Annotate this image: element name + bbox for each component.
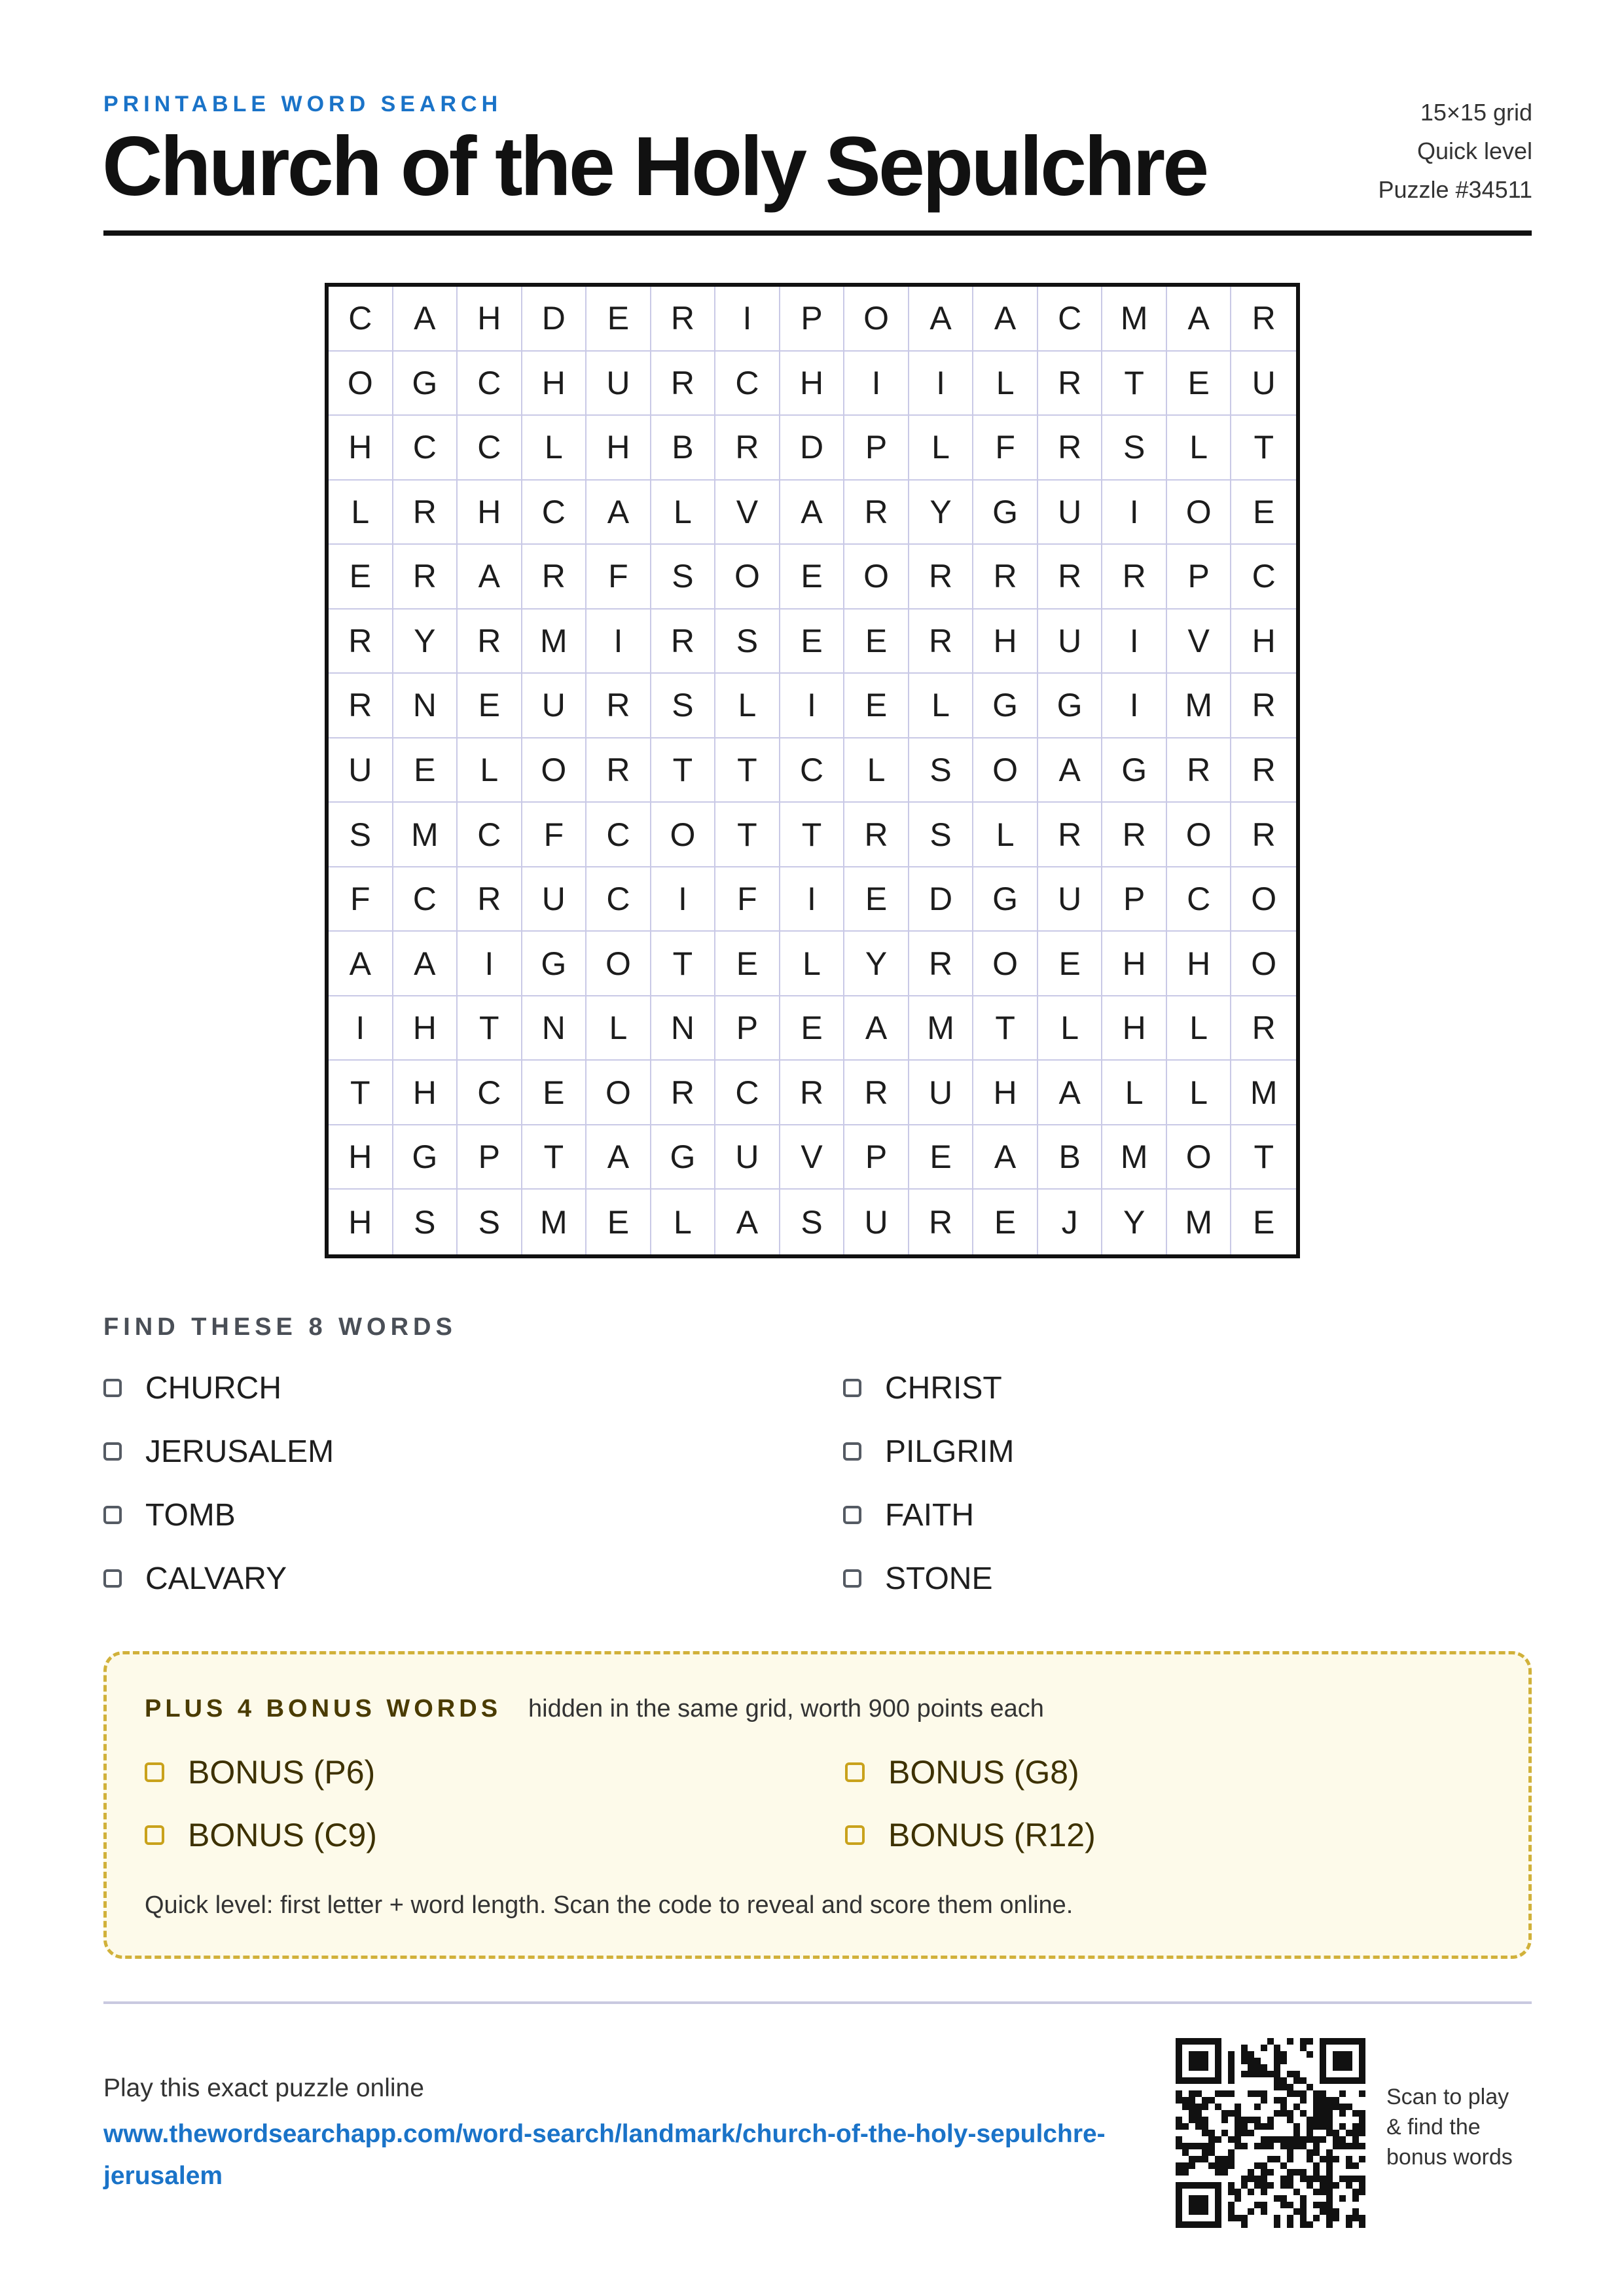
word-list-item[interactable] [103,1368,843,1408]
grid-cell[interactable]: I [844,352,909,416]
grid-cell[interactable]: G [973,481,1038,545]
grid-cell[interactable]: L [909,674,974,738]
grid-cell[interactable]: O [1167,1125,1232,1190]
grid-cell[interactable]: R [844,481,909,545]
bonus-word-item[interactable] [845,1815,1238,1855]
grid-cell[interactable]: T [973,996,1038,1061]
word-list-item[interactable] [843,1495,1532,1535]
grid-cell[interactable]: H [329,1190,393,1254]
grid-cell[interactable]: T [780,803,845,867]
grid-cell[interactable]: N [651,996,716,1061]
bonus-note: Quick level: first letter + word length. Scan the code to reveal and score them online. [145,1891,1074,1919]
grid-cell[interactable]: C [715,352,780,416]
grid-cell[interactable]: T [522,1125,587,1190]
page-title: Church of the Holy Sepulchre [102,120,1207,213]
bonus-subtitle: hidden in the same grid, worth 900 points each [528,1695,1044,1722]
grid-cell[interactable]: H [780,352,845,416]
grid-cell[interactable]: F [715,867,780,932]
grid-cell[interactable]: I [780,867,845,932]
grid-cell[interactable]: A [393,932,458,996]
grid-cell[interactable]: H [329,1125,393,1190]
grid-cell[interactable]: R [973,545,1038,610]
grid-cell[interactable]: L [973,352,1038,416]
word-label: CHURCH [145,1370,281,1406]
grid-cell[interactable]: I [1102,610,1167,674]
grid-cell[interactable]: C [393,416,458,481]
word-list-item[interactable] [103,1559,843,1598]
grid-cell[interactable]: C [458,803,522,867]
grid-cell[interactable]: I [458,932,522,996]
grid-cell[interactable]: D [522,287,587,352]
grid-cell[interactable]: L [715,674,780,738]
grid-cell[interactable]: A [780,481,845,545]
grid-cell[interactable]: D [780,416,845,481]
grid-cell[interactable]: H [393,1061,458,1125]
grid-cell[interactable]: T [1231,1125,1296,1190]
word-list-item[interactable] [843,1432,1532,1471]
grid-cell[interactable]: C [586,803,651,867]
grid-cell[interactable]: L [458,738,522,803]
checkbox-icon[interactable] [145,1762,164,1782]
grid-cell[interactable]: S [715,610,780,674]
grid-cell[interactable]: R [458,610,522,674]
grid-cell[interactable]: R [393,545,458,610]
grid-cell[interactable]: L [651,1190,716,1254]
grid-cell[interactable]: U [329,738,393,803]
grid-cell[interactable]: M [522,1190,587,1254]
grid-cell[interactable]: R [586,674,651,738]
grid-cell[interactable]: C [715,1061,780,1125]
header-divider [103,230,1532,236]
grid-cell[interactable]: V [715,481,780,545]
kicker: PRINTABLE WORD SEARCH [103,92,503,117]
bonus-word-item[interactable] [145,1815,845,1855]
checkbox-icon[interactable] [103,1569,122,1588]
grid-cell[interactable]: P [458,1125,522,1190]
grid-cell[interactable]: S [909,803,974,867]
grid-cell[interactable]: R [1038,545,1103,610]
grid-cell[interactable]: E [1167,352,1232,416]
grid-cell[interactable]: H [393,996,458,1061]
grid-cell[interactable]: A [715,1190,780,1254]
grid-cell[interactable]: J [1038,1190,1103,1254]
grid-cell[interactable]: I [586,610,651,674]
grid-cell[interactable]: H [1102,996,1167,1061]
grid-cell[interactable]: E [844,610,909,674]
grid-cell[interactable]: E [715,932,780,996]
grid-cell[interactable]: R [1102,803,1167,867]
grid-cell[interactable]: E [1038,932,1103,996]
grid-cell[interactable]: C [780,738,845,803]
grid-cell[interactable]: A [458,545,522,610]
grid-cell[interactable]: R [1102,545,1167,610]
grid-cell[interactable]: V [1167,610,1232,674]
grid-cell[interactable]: R [651,287,716,352]
grid-cell[interactable]: E [329,545,393,610]
grid-cell[interactable]: A [1038,1061,1103,1125]
grid-cell[interactable]: L [1167,416,1232,481]
puzzle-number: Puzzle #34511 [1378,176,1532,203]
grid-cell[interactable]: S [651,674,716,738]
grid-cell[interactable]: Y [393,610,458,674]
grid-cell[interactable]: R [393,481,458,545]
grid-cell[interactable]: A [393,287,458,352]
grid-cell[interactable]: T [1102,352,1167,416]
grid-cell[interactable]: H [522,352,587,416]
grid-cell[interactable]: M [522,610,587,674]
grid-cell[interactable]: L [844,738,909,803]
grid-cell[interactable]: A [329,932,393,996]
grid-cell[interactable]: I [1102,674,1167,738]
grid-cell[interactable]: S [909,738,974,803]
grid-cell[interactable]: N [393,674,458,738]
checkbox-icon[interactable] [843,1569,861,1588]
grid-cell[interactable]: R [651,1061,716,1125]
bonus-word-label: BONUS (C9) [188,1817,377,1853]
checkbox-icon[interactable] [843,1379,861,1397]
grid-cell[interactable]: R [909,545,974,610]
checkbox-icon[interactable] [103,1442,122,1461]
scan-line: Scan to play [1386,2085,1509,2109]
grid-cell[interactable]: A [586,1125,651,1190]
word-label: CALVARY [145,1561,287,1596]
grid-cell[interactable]: L [329,481,393,545]
grid-cell[interactable]: H [973,1061,1038,1125]
grid-cell[interactable]: F [522,803,587,867]
grid-cell[interactable]: E [522,1061,587,1125]
grid-cell[interactable]: A [909,287,974,352]
grid-cell[interactable]: E [909,1125,974,1190]
grid-cell[interactable]: R [909,610,974,674]
word-label: CHRIST [885,1370,1002,1406]
grid-cell[interactable]: F [973,416,1038,481]
grid-cell[interactable]: G [651,1125,716,1190]
grid-cell[interactable]: C [458,352,522,416]
checkbox-icon[interactable] [103,1379,122,1397]
grid-cell[interactable]: H [458,287,522,352]
grid-cell[interactable]: E [1253,1203,1275,1241]
grid-cell[interactable]: E [458,674,522,738]
grid-cell[interactable]: I [780,674,845,738]
word-list-item[interactable] [843,1559,1532,1598]
checkbox-icon[interactable] [145,1825,164,1845]
grid-cell[interactable]: T [329,1061,393,1125]
bonus-word-label: BONUS (R12) [888,1817,1096,1853]
word-list-item[interactable] [103,1432,843,1471]
grid-cell[interactable]: C [1167,867,1232,932]
grid-cell[interactable]: B [651,416,716,481]
grid-cell[interactable]: D [909,867,974,932]
grid-cell[interactable]: O [1167,803,1232,867]
grid-cell[interactable]: U [586,352,651,416]
grid-cell[interactable]: C [458,1061,522,1125]
grid-cell[interactable]: R [780,1061,845,1125]
grid-cell[interactable]: E [780,545,845,610]
grid-cell[interactable]: L [909,416,974,481]
grid-cell[interactable]: S [393,1190,458,1254]
word-search-grid[interactable] [325,283,1300,1258]
grid-cell[interactable]: G [1038,674,1103,738]
grid-cell[interactable]: R [1038,416,1103,481]
grid-cell[interactable]: I [329,996,393,1061]
grid-cell[interactable]: R [1038,352,1103,416]
grid-cell[interactable]: T [651,932,716,996]
grid-cell[interactable]: R [1231,803,1296,867]
grid-cell[interactable]: E [844,674,909,738]
bonus-word-label: BONUS (G8) [888,1754,1079,1791]
grid-cell[interactable]: R [844,803,909,867]
grid-cell[interactable]: U [522,867,587,932]
grid-cell[interactable]: R [329,610,393,674]
grid-cell[interactable]: C [586,867,651,932]
grid-cell[interactable]: A [1038,738,1103,803]
grid-cell[interactable]: G [973,674,1038,738]
word-label: JERUSALEM [145,1434,334,1469]
grid-cell[interactable]: R [1231,287,1296,352]
grid-cell[interactable]: S [780,1190,845,1254]
grid-cell[interactable]: R [715,416,780,481]
checkbox-icon[interactable] [845,1762,865,1782]
grid-cell[interactable]: G [1102,738,1167,803]
grid-cell[interactable]: L [780,932,845,996]
bonus-panel [103,1651,1532,1959]
grid-cell[interactable]: O [973,932,1038,996]
grid-cell[interactable]: L [1102,1061,1167,1125]
grid-cell[interactable]: H [973,610,1038,674]
grid-cell[interactable]: O [844,545,909,610]
grid-cell[interactable]: U [909,1061,974,1125]
grid-cell[interactable]: U [1038,867,1103,932]
grid-cell[interactable]: C [458,416,522,481]
grid-cell[interactable]: A [586,481,651,545]
grid-cell[interactable]: M [1167,1190,1232,1254]
scan-instructions [1386,2082,1513,2172]
grid-cell[interactable]: S [651,545,716,610]
find-words-heading: FIND THESE 8 WORDS [103,1313,457,1341]
grid-cell[interactable]: C [393,867,458,932]
grid-cell[interactable]: G [393,352,458,416]
grid-cell[interactable]: U [1038,610,1103,674]
grid-cell[interactable]: R [909,1190,974,1254]
word-label: TOMB [145,1497,236,1533]
bonus-word-list [145,1753,1238,1855]
grid-cell[interactable]: R [458,867,522,932]
word-label: STONE [885,1561,993,1596]
grid-cell[interactable]: M [909,996,974,1061]
grid-cell[interactable]: B [1038,1125,1103,1190]
grid-cell[interactable]: Y [1102,1190,1167,1254]
bonus-word-item[interactable] [145,1753,845,1792]
grid-cell[interactable]: Y [844,932,909,996]
grid-cell[interactable]: E [973,1190,1038,1254]
grid-cell[interactable]: A [973,1125,1038,1190]
qr-code-icon[interactable] [1176,2038,1365,2228]
grid-cell[interactable]: E [586,1190,651,1254]
grid-cell[interactable]: R [651,352,716,416]
checkbox-icon[interactable] [843,1442,861,1461]
grid-cell[interactable]: R [844,1061,909,1125]
grid-cell[interactable]: R [329,674,393,738]
grid-cell[interactable]: V [780,1125,845,1190]
grid-cell[interactable]: O [586,932,651,996]
grid-cell[interactable]: I [651,867,716,932]
bonus-heading: PLUS 4 BONUS WORDS [145,1695,502,1722]
puzzle-meta [1378,93,1532,209]
grid-cell[interactable]: G [973,867,1038,932]
grid-cell[interactable]: C [329,287,393,352]
grid-cell[interactable]: U [1231,352,1296,416]
grid-cell[interactable]: A [973,287,1038,352]
grid-cell[interactable]: U [844,1190,909,1254]
scan-line: & find the [1386,2115,1481,2140]
grid-cell[interactable]: C [1231,545,1296,610]
grid-cell[interactable]: S [329,803,393,867]
grid-cell[interactable]: H [458,481,522,545]
grid-cell[interactable]: O [522,738,587,803]
grid-cell[interactable]: H [586,416,651,481]
grid-cell[interactable]: E [844,867,909,932]
word-list [103,1368,1532,1598]
grid-cell[interactable]: Y [909,481,974,545]
grid-cell[interactable]: L [522,416,587,481]
grid-cell[interactable]: E [586,287,651,352]
bonus-word-label: BONUS (P6) [188,1754,376,1791]
checkbox-icon[interactable] [843,1506,861,1524]
grid-cell[interactable]: O [1231,932,1296,996]
grid-cell[interactable]: P [844,416,909,481]
grid-cell[interactable]: T [715,738,780,803]
grid-cell[interactable]: O [586,1061,651,1125]
grid-cell[interactable]: R [651,610,716,674]
grid-cell[interactable]: M [1102,287,1167,352]
footer-divider [103,2001,1532,2004]
checkbox-icon[interactable] [845,1825,865,1845]
grid-cell[interactable]: M [1167,674,1232,738]
scan-line: bonus words [1386,2145,1513,2170]
grid-cell[interactable]: U [715,1125,780,1190]
grid-cell[interactable]: L [651,481,716,545]
grid-cell[interactable]: R [1231,674,1296,738]
grid-cell[interactable]: M [1231,1061,1296,1125]
grid-cell[interactable]: R [1167,738,1232,803]
grid-cell[interactable]: A [1167,287,1232,352]
grid-cell[interactable]: P [780,287,845,352]
grid-cell[interactable]: H [1231,610,1296,674]
grid-cell[interactable]: G [393,1125,458,1190]
grid-cell[interactable]: I [1102,481,1167,545]
puzzle-url-link[interactable]: www.thewordsearchapp.com/word-search/landmark/church-of-the-holy-sepulchre-jerusalem [103,2120,1106,2190]
grid-cell[interactable]: A [844,996,909,1061]
grid-cell[interactable]: T [1231,416,1296,481]
grid-cell[interactable]: E [780,996,845,1061]
grid-cell[interactable]: H [1102,932,1167,996]
grid-cell[interactable]: O [329,352,393,416]
play-online-label: Play this exact puzzle online [103,2074,424,2102]
grid-cell[interactable]: T [651,738,716,803]
word-label: PILGRIM [885,1434,1015,1469]
grid-cell[interactable]: P [1167,545,1232,610]
grid-cell[interactable]: C [522,481,587,545]
grid-cell[interactable]: P [715,996,780,1061]
word-list-item[interactable] [103,1495,843,1535]
grid-cell[interactable]: O [651,803,716,867]
grid-cell[interactable]: H [329,416,393,481]
grid-cell[interactable]: I [909,352,974,416]
grid-cell[interactable]: R [1038,803,1103,867]
grid-cell[interactable]: T [458,996,522,1061]
grid-cell[interactable]: H [1167,932,1232,996]
grid-cell[interactable]: I [715,287,780,352]
grid-cell[interactable]: G [522,932,587,996]
grid-cell[interactable]: U [1038,481,1103,545]
grid-cell[interactable]: R [586,738,651,803]
grid-cell[interactable]: F [329,867,393,932]
grid-cell[interactable]: N [522,996,587,1061]
grid-cell[interactable]: E [1231,481,1296,545]
grid-cell[interactable]: E [780,610,845,674]
difficulty-level: Quick level [1416,137,1532,164]
grid-cell[interactable]: L [1167,1061,1232,1125]
word-label: FAITH [885,1497,975,1533]
grid-cell[interactable]: L [586,996,651,1061]
grid-cell[interactable]: M [393,803,458,867]
grid-cell[interactable]: P [1102,867,1167,932]
grid-cell[interactable]: M [1102,1125,1167,1190]
grid-size: 15×15 grid [1420,99,1532,126]
grid-cell[interactable]: O [973,738,1038,803]
grid-cell[interactable]: U [522,674,587,738]
grid-cell[interactable]: R [1231,996,1296,1061]
checkbox-icon[interactable] [103,1506,122,1524]
grid-cell[interactable]: T [715,803,780,867]
grid-cell[interactable]: S [1102,416,1167,481]
grid-cell[interactable]: O [715,545,780,610]
grid-cell[interactable]: L [1038,996,1103,1061]
bonus-word-item[interactable] [845,1753,1238,1792]
grid-cell[interactable]: S [458,1190,522,1254]
grid-cell[interactable]: R [1231,738,1296,803]
grid-cell[interactable]: F [586,545,651,610]
grid-cell[interactable]: C [1038,287,1103,352]
word-list-item[interactable] [843,1368,1532,1408]
grid-cell[interactable]: P [844,1125,909,1190]
grid-cell[interactable]: R [909,932,974,996]
grid-cell[interactable]: O [1167,481,1232,545]
grid-cell[interactable]: O [844,287,909,352]
grid-cell[interactable]: R [522,545,587,610]
grid-cell[interactable]: L [973,803,1038,867]
grid-cell[interactable]: L [1167,996,1232,1061]
grid-cell[interactable]: E [393,738,458,803]
grid-cell[interactable]: O [1231,867,1296,932]
